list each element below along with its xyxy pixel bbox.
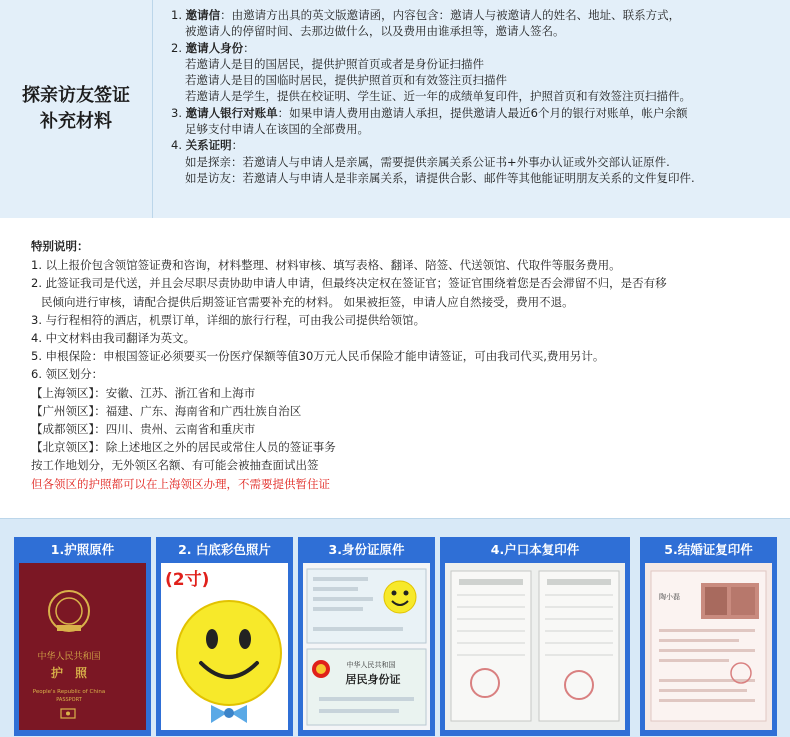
requirement-line: 足够支付申请人在该国的全部费用。	[185, 122, 369, 137]
doc-card-label: 3.身份证原件	[328, 542, 405, 557]
section-title-line1: 探亲访友签证	[22, 85, 130, 106]
note-line: 【广州领区】：福建、广东、海南省和广西壮族自治区	[31, 403, 302, 418]
note-line: 【北京领区】：除上述地区之外的居民或常住人员的签证事务	[31, 440, 336, 455]
passport-image	[19, 563, 146, 730]
doc-card-label: 5.结婚证复印件	[664, 542, 753, 557]
marriage-name: 陶小磊	[659, 593, 680, 601]
passport-illustration	[19, 563, 146, 730]
passport-line2: 护 照	[50, 666, 88, 680]
marriage-cert-image	[645, 563, 772, 730]
doc-card-passport	[14, 537, 151, 736]
doc-card-idcard	[298, 537, 435, 736]
requirement-line: 4. 关系证明：	[171, 138, 244, 153]
doc-card-label: 2. 白底彩色照片	[178, 542, 271, 557]
note-line: 民倾向进行审核，请配合提供后期签证官需要补充的材料。 如果被拒签，申请人应自然接受，费用不退。	[41, 294, 574, 309]
section-title-line2: 补充材料	[40, 111, 112, 132]
hukou-illustration	[445, 563, 625, 730]
doc-card-label: 1.护照原件	[50, 542, 115, 557]
requirement-line: 3. 邀请人银行对账单：如果申请人费用由邀请人承担，提供邀请人最近6个月的银行对账单，帐户余额	[171, 105, 688, 120]
note-warning-line: 但各领区的护照都可以在上海领区办理，不需要提供暂住证	[31, 476, 330, 491]
doc-card-photo	[156, 537, 293, 736]
note-line: 【上海领区】：安徽、江苏、浙江省和上海市	[31, 385, 256, 400]
photo-size-label: (2寸)	[165, 570, 210, 590]
idcard-line1: 中华人民共和国	[346, 661, 396, 669]
requirements-list	[153, 0, 790, 218]
note-line: 【成都领区】：四川、贵州、云南省和重庆市	[31, 422, 256, 437]
passport-line3: People's Republic of China	[32, 689, 106, 695]
doc-card-marriage	[640, 537, 777, 736]
smiley-photo-illustration	[161, 563, 288, 730]
document-samples	[0, 518, 790, 737]
idcard-illustration	[303, 563, 430, 730]
section-title	[22, 83, 130, 135]
requirement-line: 1. 邀请信：由邀请方出具的英文版邀请函，内容包含：邀请人与被邀请人的姓名、地址、联系方式，	[171, 8, 681, 22]
note-line: 1. 以上报价包含领馆签证费和咨询，材料整理、材料审核、填写表格、翻译、陪签、代送领馆、代取件等服务费用。	[31, 258, 621, 273]
passport-line4: PASSPORT	[56, 697, 82, 703]
note-line: 3. 与行程相符的酒店，机票订单，详细的旅行行程，可由我公司提供给领馆。	[31, 312, 426, 327]
special-notes	[0, 219, 790, 517]
passport-line1: 中华人民共和国	[37, 652, 101, 662]
note-line: 按工作地划分，无外领区名额、有可能会被抽查面试出签	[31, 458, 319, 473]
section-title-cell	[0, 0, 153, 218]
notes-title: 特别说明：	[31, 239, 89, 253]
doc-card-label: 4.户口本复印件	[490, 542, 580, 557]
hukou-image	[445, 563, 625, 730]
note-line: 4. 中文材料由我司翻译为英文。	[31, 331, 196, 346]
requirement-line: 如是访友：若邀请人与申请人是非亲属关系，请提供合影、邮件等其他能证明朋友关系的文件复印件.	[185, 170, 695, 185]
idcard-line2: 居民身份证	[345, 673, 401, 686]
requirement-line: 若邀请人是目的国居民，提供护照首页或者是身份证扫描件	[185, 56, 484, 71]
requirement-line: 若邀请人是目的国临时居民，提供护照首页和有效签注页扫描件	[185, 73, 507, 88]
marriage-cert-illustration	[645, 563, 772, 730]
supplementary-materials-table	[0, 0, 790, 218]
note-line: 6. 领区划分：	[31, 367, 104, 382]
requirement-line: 被邀请人的停留时间、去那边做什么，以及费用由谁承担等，邀请人签名。	[185, 24, 565, 39]
photo-image	[161, 563, 288, 730]
requirement-line: 如是探亲：若邀请人与申请人是亲属，需要提供亲属关系公证书+外事办认证或外交部认证原件.	[185, 154, 670, 169]
doc-card-hukou	[440, 537, 630, 736]
idcard-image	[303, 563, 430, 730]
requirement-line: 2. 邀请人身份：	[171, 40, 255, 55]
note-line: 5. 申根保险：申根国签证必须要买一份医疗保额等值30万元人民币保险才能申请签证，可由我司代买,费用另计。	[31, 349, 605, 364]
note-line: 2. 此签证我司是代送，并且会尽职尽责协助申请人申请，但最终决定权在签证官；签证官围绕着您是否会滞留不归，是否有移	[31, 276, 667, 291]
requirement-line: 若邀请人是学生，提供在校证明、学生证、近一年的成绩单复印件，护照首页和有效签注页扫描件。	[185, 89, 691, 104]
